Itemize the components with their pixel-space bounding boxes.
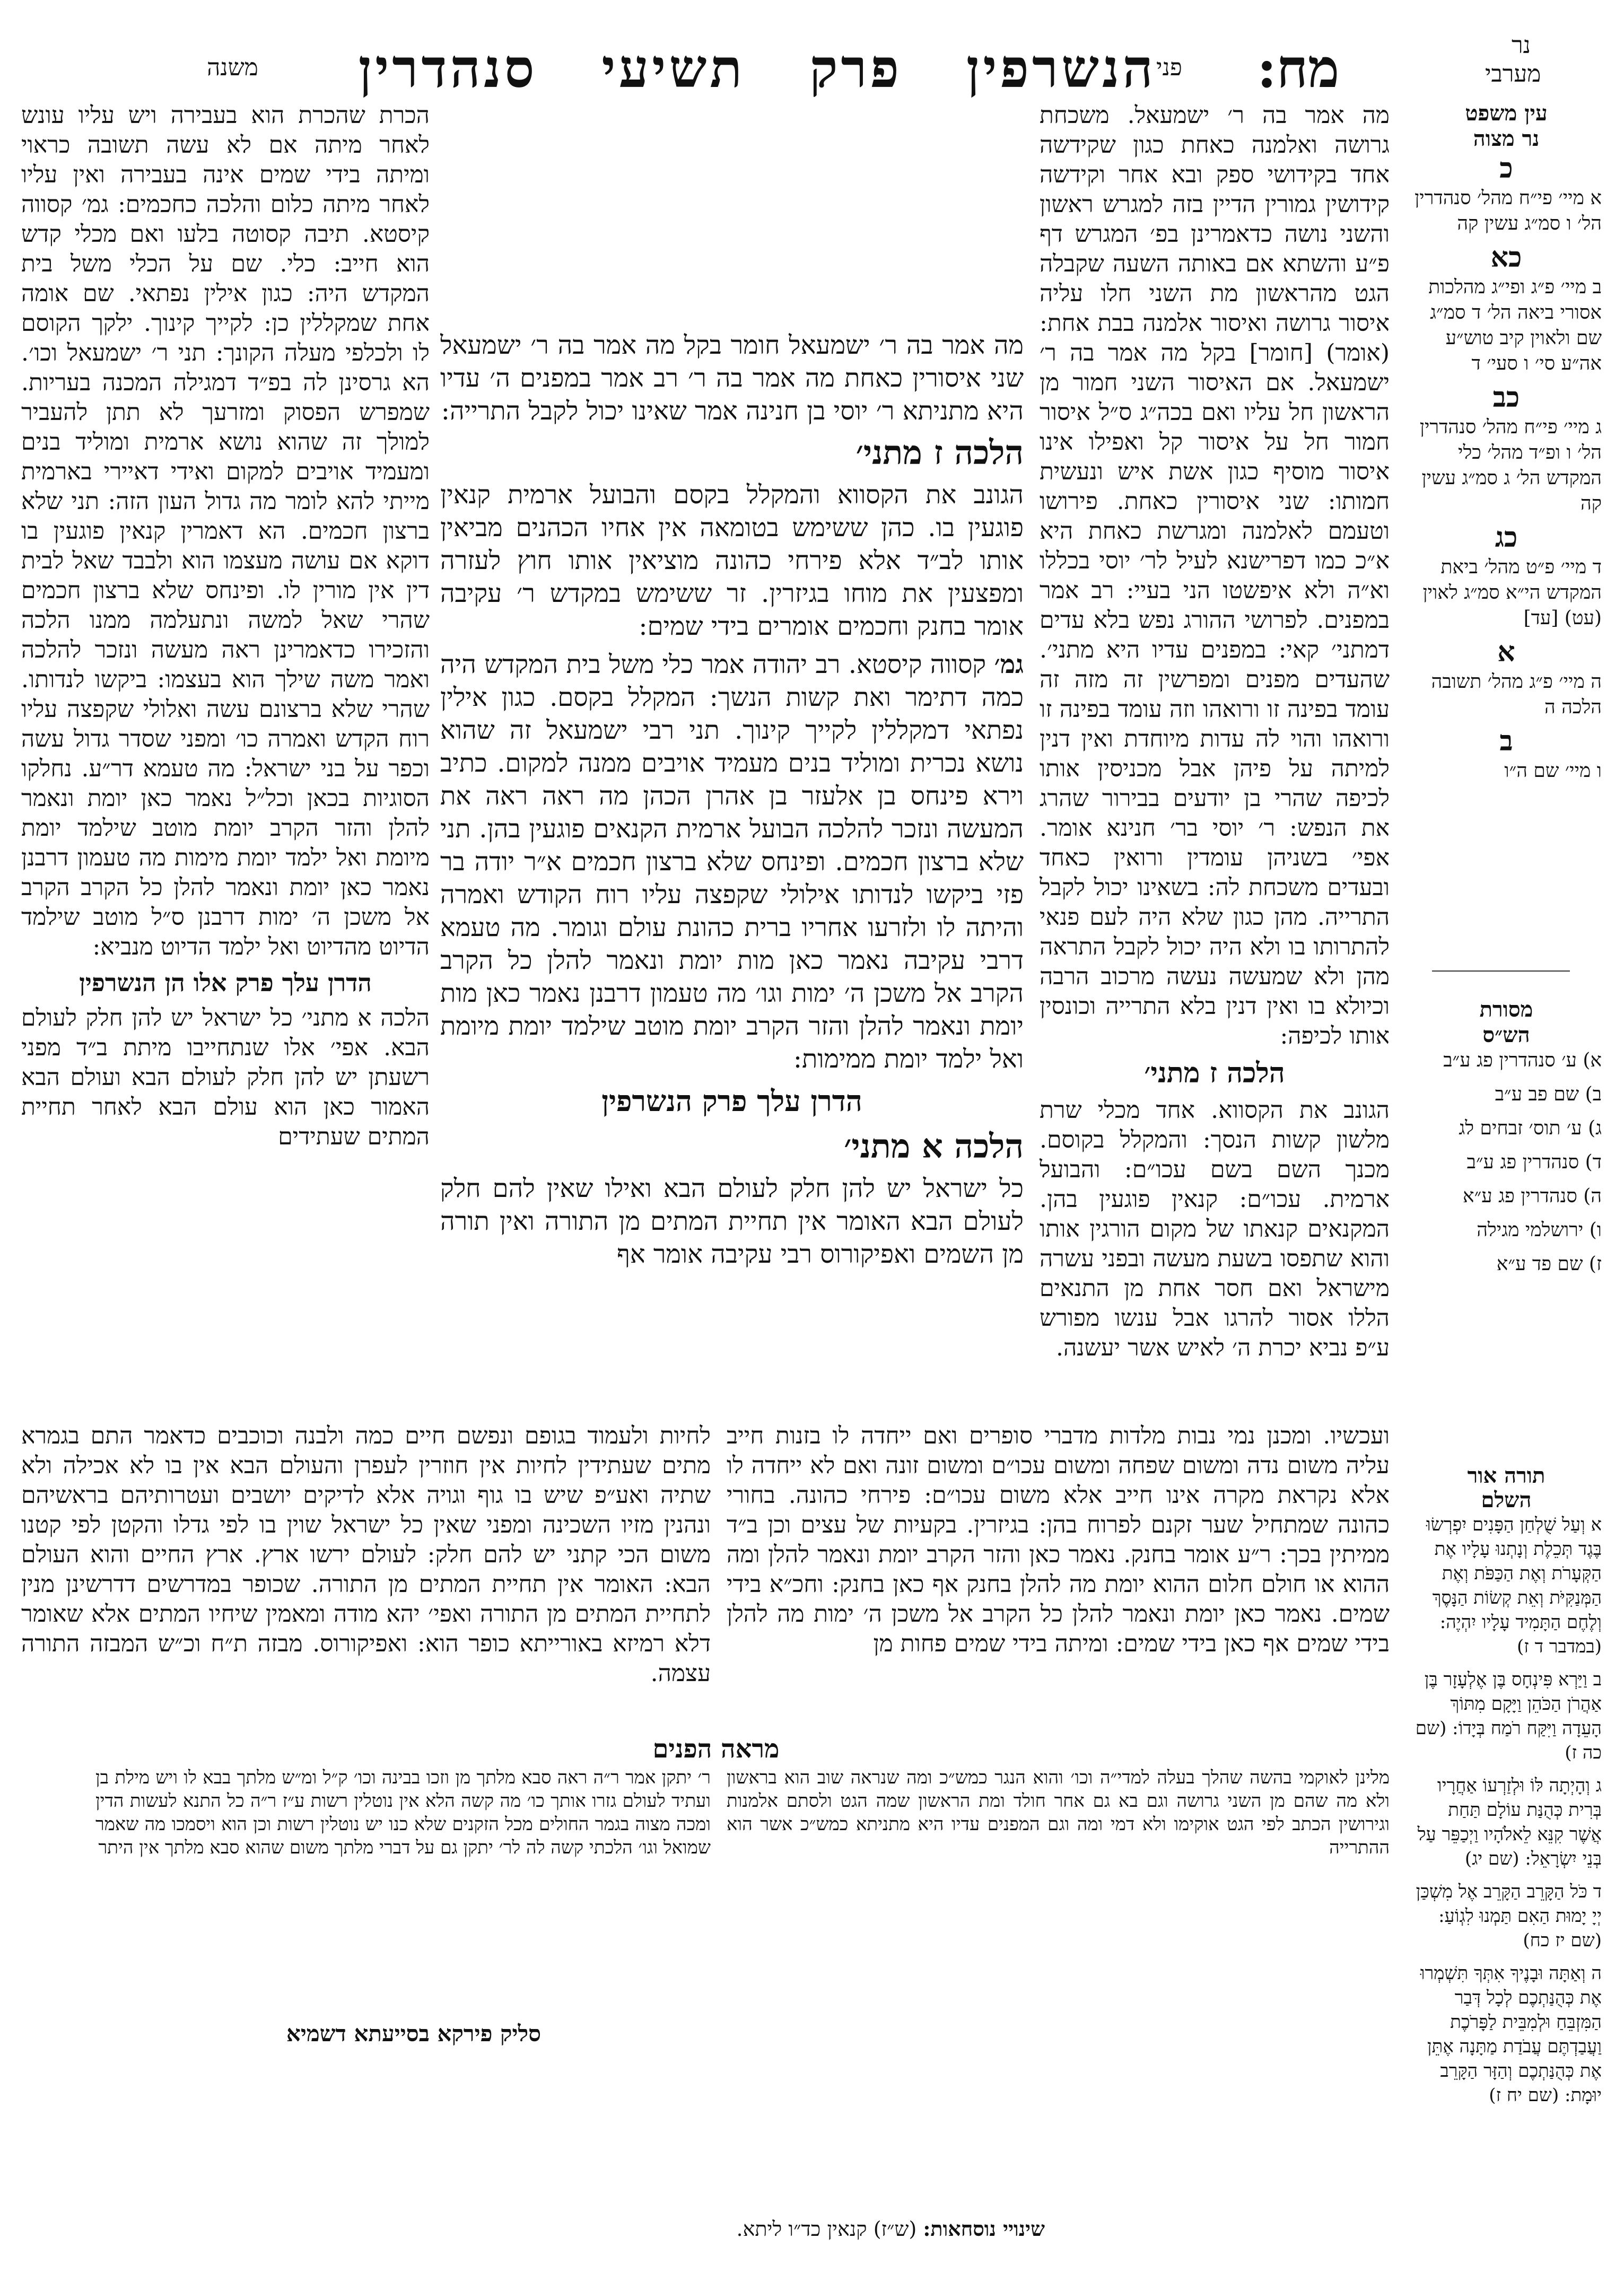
hadran-line: הדרן עלך פרק הנשרפין xyxy=(601,1084,862,1118)
masoret-entry: א) ע׳ סנהדרין פג ע״ב xyxy=(1443,1050,1602,1071)
masoret-entry: ה) סנהדרין פג ע״א xyxy=(1463,1185,1602,1207)
header-ner: נר xyxy=(1512,32,1531,59)
margin-divider xyxy=(1432,970,1570,972)
ein-entry: א מיי׳ פי״ח מהל׳ סנהדרין הל׳ ו סמ״ג עשין קה xyxy=(1415,187,1602,234)
masoret-entry: ג) ע׳ תוס׳ זבחים לג xyxy=(1459,1117,1602,1139)
mareh-hapanim-title: מראה הפנים xyxy=(652,1734,780,1764)
page-header xyxy=(0,27,1624,106)
commentary-right-mishnah: הגונב את הקסווא. אחד מכלי שרת מלשון קשות הנסך: והמקלל בקוסם. מכנך השם בשם עכו״ם: והבועל ארמית. עכו״ם: קנאין פוגעין בהן. המקנאים קנאתו של מקום הורגין אותו והוא שתפסו בשעת מעשה ובפני עשרה מישראל ואם חסר אחת מן התנאים הללו אסור להרגו אבל ענשו מפורש ע״פ נביא יכרת ה׳ לאיש אשר יעשנה. xyxy=(1040,1097,1390,1361)
folio-number: מח: xyxy=(1257,37,1340,100)
mareh-hapanim-right: מלינן לאוקמי בהשה שהלך בעלה למדי״ה וכו׳ והוא הנגר כמש״כ ומה שנראה שוב הוא בראשון ולא מה שהם מן השני גרושה וגם בא גם אחר חולד ומת הראשון שמה הגט ולסתם אלמנות וגירושין הכתב לפי הגט אוקימו ולא דמי ומה וגם המפנים עדיו היא מתניתא כמש״כ אשר הוא ההתרייה xyxy=(727,1767,1390,1858)
title-word: פרק xyxy=(809,37,903,100)
mareh-hapanim-left: ר׳ יתקן אמר ר״ה ראה סבא מלתך מן וזכו בבינה וכו׳ ק״ל ומ״ש מלתך בבא לו ויש מילת בן ועתיד לעולם גזרו אותך כו׳ מה קשה הלא אין נוטלין רשות ע״ז ר״ה כל התנא לעשות הדין ומכה מצוה בגמר החולים מכל הזקנים שלא כנו יש נוטלין רשות וכן הוא ויסמכו מה שאמר שמואל וגו׳ הלכתי קשה לה לר׳ יתקן גם על דברי מלתך משום שהוא סבא מלתך אין היתר xyxy=(95,1767,711,1858)
gemara-heading: גמ׳ xyxy=(994,650,1024,679)
gemara-intro: מה אמר בה ר׳ ישמעאל חומר בקל מה אמר בה ר׳ ישמעאל שני איסורין כאחת מה אמר בה ר׳ רב אמר במפנים ה׳ עדיו היא מתניתא ר׳ יוסי בן חנינה אמר שאינו יכול לקבל התרייה: xyxy=(440,330,1024,426)
header-mishnah: משנה xyxy=(207,54,258,81)
sinuyei-text: (ש״ז) קנאין כד״ו ליתא. xyxy=(736,2217,917,2241)
masoret-hashas-margin xyxy=(1411,997,1602,1453)
torah-ohr-title: תורה אור השלם xyxy=(1467,1464,1546,1512)
chapter-mishnah-text: כל ישראל יש להן חלק לעולם הבא ואילו שאין להם חלק לעולם הבא האומר אין תחיית המתים מן התורה ואין תורה מן השמים ואפיקורוס רבי עקיבה אומר אף xyxy=(440,1174,1024,1269)
masoret-entry: ב) שם פב ע״ב xyxy=(1495,1083,1602,1105)
ein-mishpat-title: עין משפט נר מצוה xyxy=(1465,101,1548,151)
ein-letter: כג xyxy=(1495,521,1518,554)
hadran-small: הדרן עלך פרק אלו הן הנשרפין xyxy=(79,968,372,997)
sinuyei-label: שינויי נוסחאות: xyxy=(923,2217,1045,2241)
masoret-title: מסורת הש״ס xyxy=(1479,997,1533,1047)
gemara-spacer xyxy=(440,101,1024,323)
header-maaravi: מערבי xyxy=(1485,60,1541,88)
ein-letter: ב xyxy=(1499,725,1513,757)
ein-letter: כ xyxy=(1499,152,1513,185)
ein-entry: ו מיי׳ שם ה״ו xyxy=(1504,760,1602,782)
bottom-commentary-right: ועכשיו. ומכנן נמי נבות מלדות מדברי סופרים ואם ייחדה לו בזנות חייב עליה משום נדה ומשום שפחה ומשום עכו״ם ומשום זונה ואם לא ייחדה לו אלא נקראת מקרה אינו חייב אלא משום עכו״ם: פירחי כהונה. בחורי כהונה שמתחיל שער זקנם לפרוח בהן: בגיזרין. בקעיות של עצים וכן ב״ד ממיתין בכך: ר״ע אומר בחנק. נאמר כאן והזר הקרב יומת ונאמר להלן ומה ההוא או חולם חלום ההוא יומת מה להלן בחנק אף כאן בחנק: וחכ״א בידי שמים. נאמר כאן יומת ונאמר להלן כל הקרב אל משכן ה׳ ימות מה להלן בידי שמים אף כאן בידי שמים: ומיתה בידי שמים פחות מן xyxy=(727,1422,1390,1657)
chapter-mishnah-heading: הלכה א מתני׳ xyxy=(844,1127,1024,1166)
mishnah-heading: הלכה ז מתני׳ xyxy=(855,433,1024,472)
mishnah-text: הגונב את הקסווא והמקלל בקסם והבועל ארמית קנאין פוגעין בו. כהן ששימש בטומאה אין אחיו הכהנים מביאין אותו לב״ד אלא פירחי כהונה מוציאין אותו חוץ לעזרה ומפצעין את מוחו בגיזרין. זר ששימש במקדש ר׳ עקיבה אומר בחנק וחכמים אומרים בידי שמים: xyxy=(440,480,1024,641)
title-word: הנשרפין xyxy=(966,37,1156,100)
ein-entry: ה מיי׳ פ״ג מהל׳ תשובה הלכה ה xyxy=(1431,671,1602,718)
ein-entry: ג מיי׳ פי״ח מהל׳ סנהדרין הל׳ ו ופ״ד מהל׳ כלי המקדש הל׳ ג סמ״ג עשין קה xyxy=(1419,416,1602,514)
header-pnei: פני xyxy=(1156,54,1182,81)
masoret-entry: ד) סנהדרין פג ע״ב xyxy=(1466,1151,1602,1173)
gemara-main-column xyxy=(440,101,1024,1405)
masoret-entry: ז) שם פד ע״א xyxy=(1496,1253,1602,1275)
commentary-right-column xyxy=(1040,101,1390,1416)
torah-entry: א וְעַל שֻׁלְחַן הַפָּנִים יִפְרְשׂוּ בֶּגֶד תְּכֵלֶת וְנָתְנוּ עָלָיו אֶת הַקְּעָרֹת וְאֶת הַכַּפֹּת וְאֶת הַמְּנַקִּיֹּת וְאֵת קְשׂוֹת הַנָּסֶךְ וְלֶחֶם הַתָּמִיד עָלָיו יִהְיֶה: (במדבר ד ז) xyxy=(1426,1514,1602,1657)
ein-entry: ד מיי׳ פ״ט מהל׳ ביאת המקדש הי״א סמ״ג לאוין (עט) [עד] xyxy=(1422,556,1602,629)
ein-letter: א xyxy=(1497,636,1515,668)
mishnah-heading-right: הלכה ז מתני׳ xyxy=(1144,1057,1285,1089)
title-word: סנהדרין xyxy=(358,37,538,100)
ein-letter: כא xyxy=(1490,241,1522,274)
saliq-line: סליק פירקא בסייעתא דשמיא xyxy=(286,2021,542,2047)
commentary-right-text: מה אמר בה ר׳ ישמעאל. משכחת גרושה ואלמנה כאחת כגון שקידשה אחד בקידושי ספק ובא אחר וקידשה קידושין גמורין הדיין בזה למגרש ראשון והשני נושה כדאמרינן בפ׳ המגרש דף פ״ע והשתא אם באותה השעה שקבלה הגט מהראשון מת השני חלו עליה איסור גרושה ואיסור אלמנה בבת אחת: (אומר) [חומר] בקל מה אמר בה ר׳ ישמעאל. אם האיסור השני חמור מן הראשון חל עליו ואם בכה״ג ס״ל איסור חמור חל על איסור קל ואפילו אינו איסור מוסיף כגון אשת איש ונעשית חמותו: שני איסורין כאחת. פירושו וטעמם לאלמנה ומגרשת כאחת היא א״כ כמו דפרישנא לעיל לר׳ יוסי בכללו וא״ה ולא איפשטו הני בעיי: רב אמר במפנים. לפרושי ההורג נפש בלא עדים דמתני׳ קאי: במפנים עדיו היא מתני׳. שהעדים מפנים ומפרשין זה מזה זה עומד בפינה זו ורואהו וזה עומד בפינה זו ורואהו והוי לה עדות מיוחדת ואין דנין למיתה על פיהן אבל מכניסין אותו לכיפה שהרי בן יודעים בבירור שהרג את הנפש: ר׳ יוסי בר׳ חנינא אומר. אפי׳ בשניהן עומדין ורואין כאחד ובעדים משכחת לה: בשאינו יכול לקבל התרייה. מהן כגון שלא היה לעם פנאי להתרותו בו ולא היה יכול לקבל התראה מהן ולא שמעשה נעשה מרכוב הרבה וכיולא בו ואין דנין בלא התרייה וכונסין אותו לכיפה: xyxy=(1040,102,1390,1050)
gemara-text: קסווה קיסטא. רב יהודה אמר כלי משל בית המקדש היה כמה דתימר ואת קשות הנשך: המקלל בקסם. כגון אילין נפתאי דמקללין לקייך קינוך. תני רבי ישמעאל זה שהוא נושא נכרית ומוליד בנים מעמיד אויבים ממנה למקום. כתיב וירא פינחס בן אלעזר בן אהרן הכהן מה ראה ראה את המעשה ונזכר להלכה הבועל ארמית הקנאים פוגעין בהן. תני שלא ברצון חכמים. ופינחס שלא ברצון חכמים א״ר יודה בר פזי ביקשו לנדותו אילולי שקפצה עליו רוח הקודש ואמרה והיתה לו ולזרעו אחריו ברית כהונת עולם וגומר. מה טעמא דרבי עקיבה נאמר כאן מות יומת ונאמר להלן כל הקרב הקרב אל משכן ה׳ ימות וגו׳ מה טעמון דרבנן נאמר כאן מות יומת ונאמר להלן והזר הקרב יומת מוטב שילמד יומת מיומת ואל ילמד יומת ממימות: xyxy=(440,650,1024,1074)
sinuyei-nuschaot xyxy=(674,2217,1045,2241)
commentary-left-column xyxy=(21,101,430,1416)
torah-entry: ד כֹּל הַקָּרֵב הַקָּרֵב אֶל מִשְׁכַּן יְיָ יָמוּת הַאִם תַּמְנוּ לִגְוֹעַ: (שם יז כח) xyxy=(1416,1881,1602,1951)
title-word: תשיעי xyxy=(601,37,746,100)
commentary-left-text: הכרת שהכרת הוא בעבירה ויש עליו עונש לאחר מיתה אם לא עשה תשובה כראוי ומיתה בידי שמים אינה בעבירה ואין עליו לאחר מיתה כלום והלכה כחכמים: גמ׳ קסווה קיסטא. תיבה קסוטה בלעו ואם מכלי קדש הוא חייב: כלי. שם על הכלי משל בית המקדש היה: כגון אילין נפתאי. שם אומה אחת שמקללין כן: לקייך קינוך. ילקך הקוסם לו ולכלפי מעלה הקונך: תני ר׳ ישמעאל וכו׳. הא גרסינן לה בפ״ד דמגילה המכנה בעריות. שמפרש הפסוק ומזרעך לא תתן להעביר למולך זה שהוא נושא ארמית ומוליד בנים ומעמיד אויבים למקום ואידי דאיירי בארמית מייתי להא לומר מה גדול העון הזה: תני שלא ברצון חכמים. הא דאמרין קנאין פוגעין בו דוקא אם עושה מעצמו הוא ולבבד שאל לבית דין אין מורין לו. ופינחס שלא ברצון חכמים שהרי שאל למשה ונתעלמה ממנו הלכה והזכירו כדאמרינן ראה מעשה ונזכר להלכה ואמר משה שילך הוא בעצמו: ביקשו לנדותו. שהרי שלא ברצונם עשה ואלולי שקפצה עליו רוח הקדש ואמרה כו׳ ומפני שסדר גדול עשה וכפר על בני ישראל: מה טעמא דר״ע. נחלקו הסוגיות בכאן וכל״ל נאמר כאן יומת ונאמר להלן והזר הקרב יומת מוטב שילמד יומת מיומת ואל ילמד יומת מימות מה טעמון דרבנן נאמר כאן יומת ונאמר להלן כל הקרב הקרב אל משכן ה׳ ימות דרבנן ס״ל מוטב שילמד הדיוט מהדיוט ואל ילמד הדיוט מנביא: xyxy=(21,102,430,960)
page-title xyxy=(358,37,1177,100)
torah-entry: ה וְאַתָּה וּבָנֶיךָ אִתְּךָ תִּשְׁמְרוּ אֶת כְּהֻנַּתְכֶם לְכָל דְּבַר הַמִּזְבֵּחַ וּלְמִבֵּית לַפָּרֹכֶת וַעֲבַדְתֶּם עֲבֹדַת מַתָּנָה אֶתֵּן אֶת כְּהֻנַּתְכֶם וְהַזָּר הַקָּרֵב יוּמָת: (שם יח ז) xyxy=(1420,1963,1602,2106)
ein-entry: ב מיי׳ פ״ג ופי״ג מהלכות אסורי ביאה הל׳ ד סמ״ג שם ולאוין קיב טוש״ע אה״ע סי׳ ו סעי׳ ד xyxy=(1428,276,1602,374)
torah-ohr-margin xyxy=(1411,1464,1602,2259)
ein-letter: כב xyxy=(1492,381,1520,414)
torah-entry: ב וַיַּרְא פִּינְחָס בֶּן אֶלְעָזָר בֶּן אַהֲרֹן הַכֹּהֵן וַיָּקָם מִתּוֹךְ הָעֵדָה וַיִּקַּח רֹמַח בְּיָדוֹ: (שם כה ז) xyxy=(1415,1669,1602,1763)
commentary-left-chapter: הלכה א מתני׳ כל ישראל יש להן חלק לעולם הבא. אפי׳ אלו שנתחייבו מיתת ב״ד מפני רשעתן יש להן חלק לעולם הבא ועולם הבא האמור כאן הוא עולם הבא לאחר תחיית המתים שעתידים xyxy=(21,1004,430,1150)
bottom-commentary-left: לחיות ולעמוד בגופם ונפשם חיים כמה ולבנה וכוכבים כדאמר התם בגמרא מתים שעתידין לחיות אין חוזרין לעפרן והעולם הבא אין בו לא אכילה ולא שתיה ואע״פ שיש בו גוף וגויה אלא לדיקים יושבים ועטרותיהם בראשיהם ונהנין מזיו השכינה ומפני שאין כל ישראל שוין בו לפי גדלו והקטן לפי קטנו משום הכי קתני יש להם חלק: לעולם ירשו ארץ. ארץ החיים והוא העולם הבא: האומר אין תחיית המתים מן התורה. שכופר במדרשים דדרשינן מנין לתחיית המתים מן התורה ואפי׳ יהא מודה ומאמין שיחיו המתים אלא שאומר דלא רמיזא באורייתא כופר הוא: ואפיקורוס. מבזה ת״ח וכ״ש המבזה התורה עצמה. xyxy=(21,1422,711,1687)
torah-entry: ג וְהָיְתָה לּוֹ וּלְזַרְעוֹ אַחֲרָיו בְּרִית כְּהֻנַּת עוֹלָם תַּחַת אֲשֶׁר קִנֵּא לֵאלֹהָיו וַיְכַפֵּר עַל בְּנֵי יִשְׂרָאֵל: (שם יג) xyxy=(1417,1775,1602,1869)
ein-mishpat-margin xyxy=(1411,101,1602,917)
masoret-entry: ו) ירושלמי מגילה xyxy=(1477,1219,1602,1241)
